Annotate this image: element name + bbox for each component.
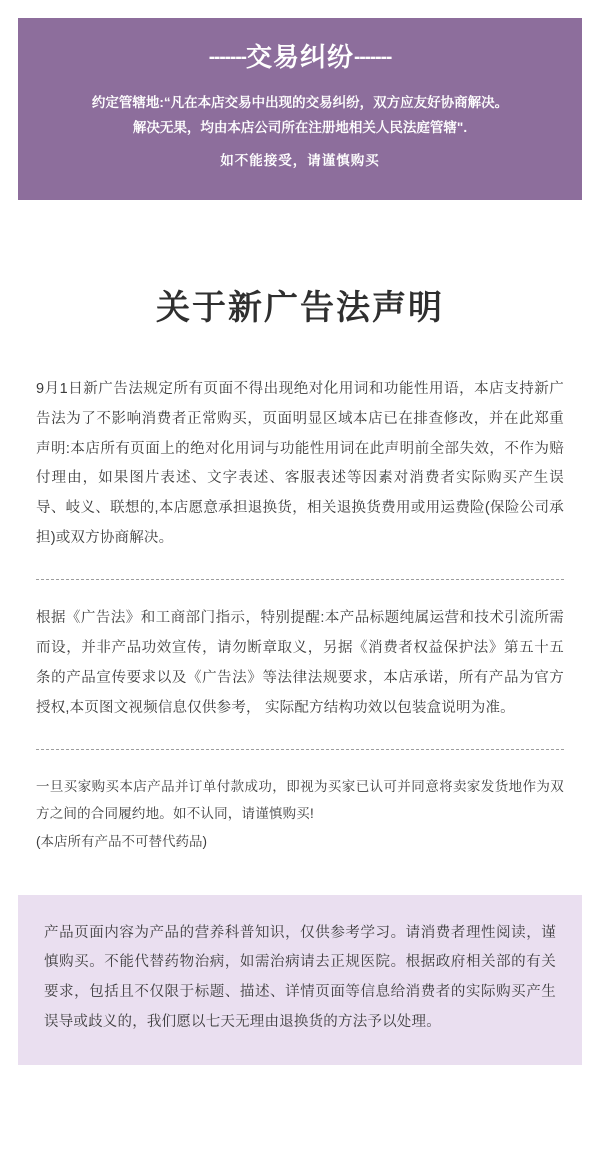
disclaimer-box bbox=[18, 895, 582, 1066]
paragraph-jurisdiction-note: (本店所有产品不可替代药品) bbox=[36, 833, 207, 849]
disclaimer-text: 产品页面内容为产品的营养科普知识，仅供参考学习。请消费者理性阅读，谨慎购买。不能代替药物治病，如需治病请去正规医院。根据政府相关部的有关要求，包括且不仅限于标题、描述、详情页面等信息给消费者的实际购买产生误导或歧义的，我们愿以七天无理由退换货的方法予以处理。 bbox=[44, 924, 556, 1030]
paragraph-advertising-law: 9月1日新广告法规定所有页面不得出现绝对化用词和功能性用语，本店支持新广告法为了不影响消费者正常购买，页面明显区域本店已在排查修改，并在此郑重声明:本店所有页面上的绝对化用词与功能性用词在此声明前全部失效，不作为赔付理由，如果图片表述、文字表述、客服表述等因素对消费者实际购买产生误导、岐义、联想的,本店愿意承担退换货，相关退换货费用或用运费险(保险公司承担)或双方协商解决。 bbox=[36, 381, 564, 546]
banner-line-2: 解决无果，均由本店公司所在注册地相关人民法庭管辖". bbox=[132, 120, 468, 136]
paragraph-product-claims: 根据《广告法》和工商部门指示，特别提醒:本产品标题纯属运营和技术引流所需而设，并非产品功效宣传，请勿断章取义，另据《消费者权益保护法》第五十五条的产品宣传要求以及《广告法》等法律法规要求，本店承诺，所有产品为官方授权,本页图文视频信息仅供参考， 实际配方结构功效以包装盒说明为准。 bbox=[36, 610, 564, 716]
banner-dash-right: ------- bbox=[354, 47, 392, 68]
page-title: 关于新广告法声明 bbox=[156, 289, 444, 328]
divider-2 bbox=[36, 749, 564, 750]
body-content bbox=[18, 375, 582, 854]
banner-title-text: 交易纠纷 bbox=[245, 42, 354, 72]
banner-dash-left: ------- bbox=[208, 47, 246, 68]
paragraph-jurisdiction: 一旦买家购买本店产品并订单付款成功，即视为买家已认可并同意将卖家发货地作为双方之间的合同履约地。如不认同，请谨慎购买! bbox=[36, 779, 564, 821]
banner-title bbox=[48, 42, 552, 73]
banner-emphasis: 如不能接受，请谨慎购买 bbox=[220, 153, 380, 169]
divider-1 bbox=[36, 579, 564, 580]
dispute-banner bbox=[18, 18, 582, 200]
banner-line-1: 约定管辖地:“凡在本店交易中出现的交易纠纷，双方应友好协商解决。 bbox=[91, 95, 509, 111]
